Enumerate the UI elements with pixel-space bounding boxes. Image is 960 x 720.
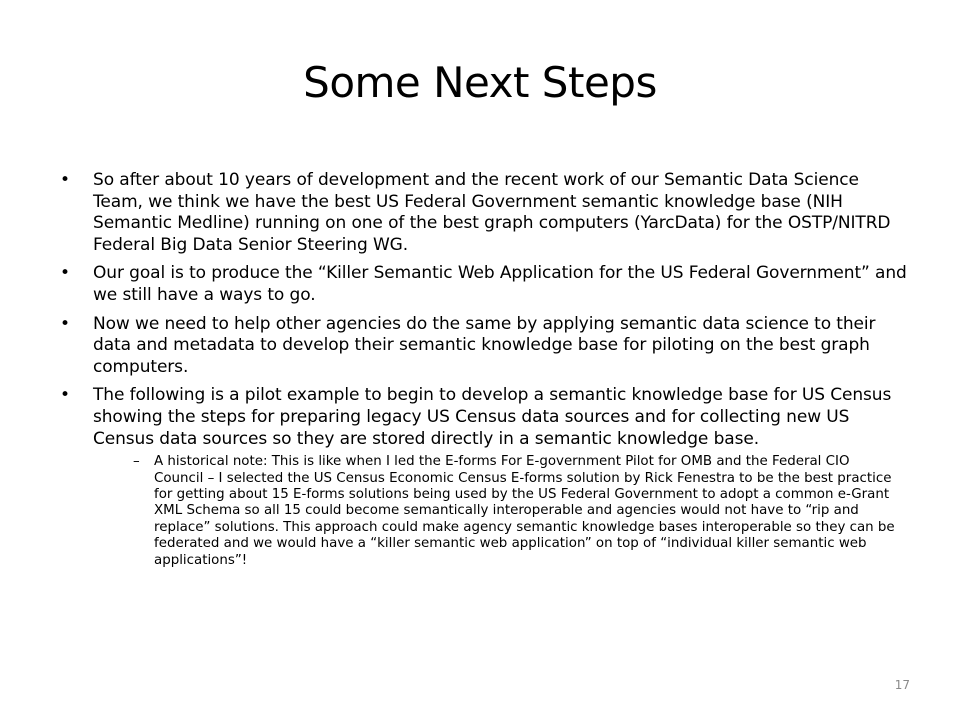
bullet-item: [60, 314, 910, 379]
bullet-item: [60, 385, 910, 450]
slide-title: Some Next Steps: [303, 58, 657, 107]
slide-body: [60, 170, 910, 569]
bullet-item: [60, 170, 910, 256]
sub-bullet-marker: –: [133, 454, 140, 470]
bullet-marker: •: [60, 170, 70, 190]
bullet-text: Our goal is to produce the “Killer Semantic Web Application for the US Federal Government” and we still have a ways to go.: [93, 263, 907, 305]
bullet-marker: •: [60, 313, 70, 334]
bullet-text: The following is a pilot example to begin to develop a semantic knowledge base for US Census showing the steps for preparing legacy US Census data sources and for collecting new US Census data sources so they are stored directly in a semantic knowledge base.: [93, 385, 892, 449]
sub-bullet-item: [133, 454, 898, 569]
bullet-item: [60, 263, 910, 306]
bullet-text: Now we need to help other agencies do the same by applying semantic data science to their data and metadata to develop their semantic knowledge base for piloting on the best graph computers.: [93, 313, 876, 377]
bullet-text: So after about 10 years of development and the recent work of our Semantic Data Science Team, we think we have the best US Federal Government semantic knowledge base (NIH Semantic Medline) running on one of the best graph computers (YarcData) for the OSTP/NITRD Federal Big Data Senior Steering WG.: [93, 170, 891, 255]
bullet-marker: •: [60, 263, 70, 284]
bullet-marker: •: [60, 385, 70, 406]
sub-bullet-text: A historical note: This is like when I led the E-forms For E-government Pilot for OMB and the Federal CIO Council – I selected the US Census Economic Census E-forms solution by Rick Fenestra to be the best practice for getting about 15 E-forms solutions being used by the US Federal Government to adopt a common e-Grant XML Schema so all 15 could become semantically interoperable and agencies would not have to “rip and replace” solutions. This approach could make agency semantic knowledge bases interoperable so they can be federated and we would have a “killer semantic web application” on top of “individual killer semantic web applications”!: [154, 454, 895, 568]
page-number: 17: [894, 678, 910, 692]
